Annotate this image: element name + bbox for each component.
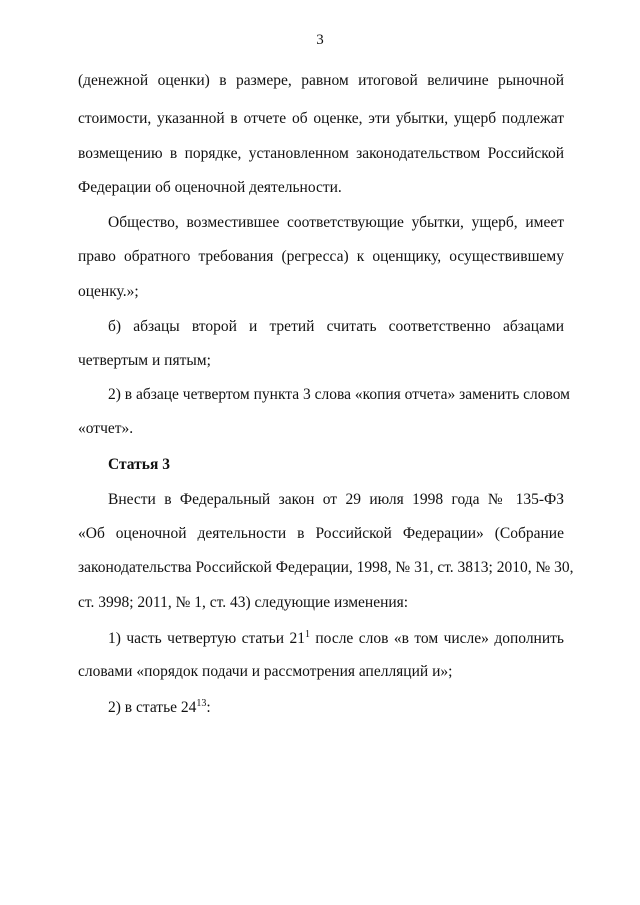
article-heading: Статья 3 bbox=[108, 456, 170, 473]
text-line: (денежной оценки) в размере, равном итоговой величине рыночной bbox=[78, 72, 564, 89]
text-line: словами «порядок подачи и рассмотрения апелляций и»; bbox=[78, 663, 453, 680]
text-line: четвертым и пятым; bbox=[78, 352, 211, 369]
text-line: 2) в абзаце четвертом пункта 3 слова «копия отчета» заменить словом bbox=[108, 386, 570, 403]
text-line: б) абзацы второй и третий считать соответственно абзацами bbox=[108, 318, 564, 335]
text-line: ст. 3998; 2011, № 1, ст. 43) следующие изменения: bbox=[78, 594, 409, 611]
text-line: «отчет». bbox=[78, 420, 134, 437]
text-line: стоимости, указанной в отчете об оценке, эти убытки, ущерб подлежат bbox=[78, 110, 564, 127]
text-line: «Об оценочной деятельности в Российской Федерации» (Собрание bbox=[78, 525, 564, 542]
text-line: Федерации об оценочной деятельности. bbox=[78, 179, 342, 196]
item1-superscript: 1 bbox=[304, 628, 310, 640]
item2-text: 2) в статье 24 bbox=[108, 699, 197, 716]
text-line: законодательства Российской Федерации, 1998, № 31, ст. 3813; 2010, № 30, bbox=[78, 559, 574, 576]
item1-text: 1) часть четвертую статьи 21 bbox=[108, 630, 305, 647]
page-number: 3 bbox=[316, 32, 324, 48]
text-line-item1 bbox=[78, 629, 564, 649]
text-line-item2 bbox=[78, 698, 564, 718]
text-line: Общество, возместившее соответствующие убытки, ущерб, имеет bbox=[108, 214, 564, 231]
text-line: возмещению в порядке, установленном законодательством Российской bbox=[78, 145, 564, 162]
text-line: Внести в Федеральный закон от 29 июля 1998 года № 135-ФЗ bbox=[108, 491, 564, 508]
item2-superscript: 13 bbox=[196, 697, 207, 709]
item1-text-after: после слов «в том числе» дополнить bbox=[309, 630, 564, 647]
item2-text-after: : bbox=[206, 699, 211, 716]
text-line: право обратного требования (регресса) к оценщику, осуществившему bbox=[78, 248, 564, 265]
text-line: оценку.»; bbox=[78, 283, 139, 300]
